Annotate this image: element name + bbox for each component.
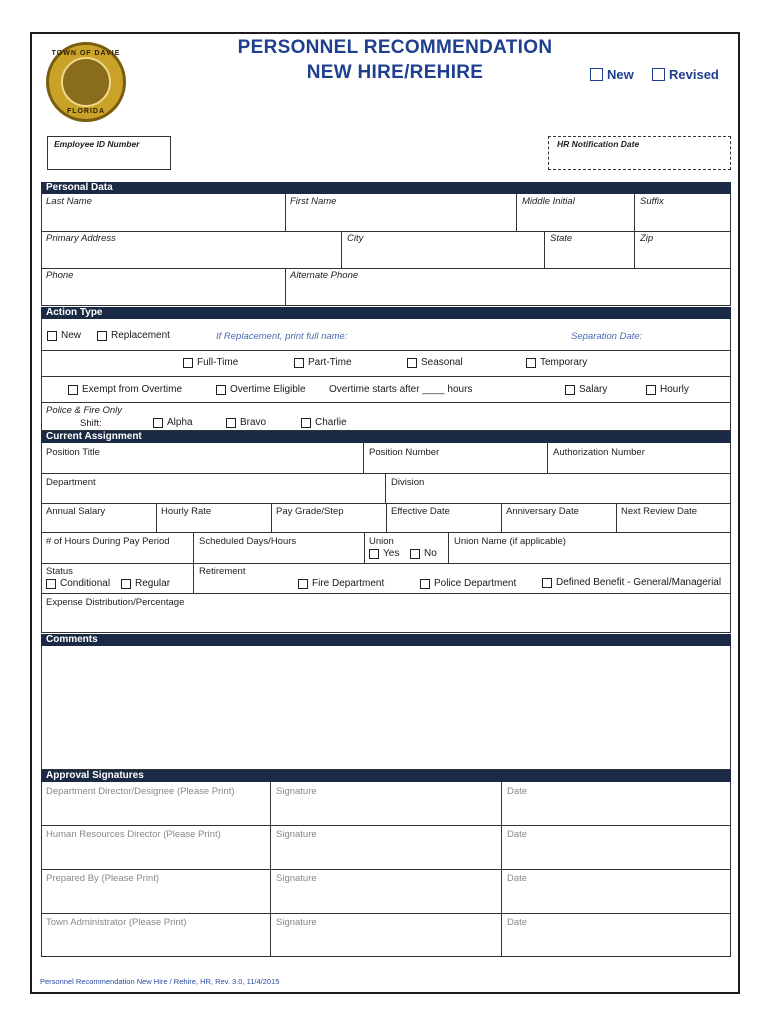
action-new-option[interactable]: New [47,330,81,341]
action-replacement-option[interactable]: Replacement [97,330,170,341]
seasonal-option[interactable]: Seasonal [407,357,463,368]
police-department-option[interactable]: Police Department [420,578,516,589]
hourly-option[interactable]: Hourly [646,384,689,395]
defined-benefit-option[interactable]: Defined Benefit - General/Managerial [542,577,721,588]
conditional-checkbox[interactable] [46,579,56,589]
logo-top-text: TOWN OF DAVIE [51,50,121,57]
replacement-name-label: If Replacement, print full name: [216,331,348,342]
approval-row-name: Department Director/Designee (Please Print) [46,786,235,797]
revised-checkbox[interactable] [652,68,665,81]
alpha-checkbox[interactable] [153,418,163,428]
new-checkbox[interactable] [590,68,603,81]
town-seal-logo [46,42,126,122]
police-fire-label: Police & Fire Only [46,405,123,416]
personal-data-box [41,194,731,306]
position-number-label: Position Number [369,447,440,458]
union-no-option[interactable]: No [410,548,437,559]
approval-row-signature: Signature [276,917,317,928]
union-no-checkbox[interactable] [410,549,420,559]
regular-checkbox[interactable] [121,579,131,589]
department-label: Department [46,477,96,488]
scheduled-days-label: Scheduled Days/Hours [199,536,297,547]
separation-date-label: Separation Date: [571,331,643,342]
hourly-rate-label: Hourly Rate [161,506,212,517]
hours-pay-period-label: # of Hours During Pay Period [46,536,170,547]
action-replacement-checkbox[interactable] [97,331,107,341]
hr-notification-date-field[interactable] [548,136,731,170]
revised-label: Revised [669,67,719,82]
hr-date-label: HR Notification Date [557,139,640,149]
approval-row-name: Town Administrator (Please Print) [46,917,187,928]
union-yes-checkbox[interactable] [369,549,379,559]
charlie-checkbox[interactable] [301,418,311,428]
retirement-label: Retirement [199,566,246,577]
employee-id-label: Employee ID Number [54,139,140,149]
address-label: Primary Address [46,233,116,244]
logo-bottom-text: FLORIDA [66,108,106,115]
revised-checkbox-group[interactable] [652,67,719,82]
approval-row-name: Human Resources Director (Please Print) [46,829,221,840]
temporary-option[interactable]: Temporary [526,357,587,368]
full-time-checkbox[interactable] [183,358,193,368]
full-time-option[interactable]: Full-Time [183,357,238,368]
phone-label: Phone [46,270,74,281]
overtime-starts-label: Overtime starts after ____ hours [329,384,473,395]
status-label: Status [46,566,73,577]
next-review-date-label: Next Review Date [621,506,698,517]
state-label: State [550,233,573,244]
seasonal-checkbox[interactable] [407,358,417,368]
suffix-label: Suffix [640,196,664,207]
part-time-option[interactable]: Part-Time [294,357,352,368]
salary-checkbox[interactable] [565,385,575,395]
action-new-checkbox[interactable] [47,331,57,341]
new-checkbox-group[interactable] [590,67,634,82]
form-title: PERSONNEL RECOMMENDATION [237,37,553,58]
seal-emblem-icon [61,57,111,107]
pay-grade-label: Pay Grade/Step [276,506,344,517]
expense-distribution-label: Expense Distribution/Percentage [46,597,185,608]
annual-salary-label: Annual Salary [46,506,106,517]
approval-row-date: Date [507,873,528,884]
fire-dept-checkbox[interactable] [298,579,308,589]
action-type-header: Action Type [41,307,731,319]
zip-label: Zip [640,233,654,244]
shift-label: Shift: [80,418,102,429]
ot-eligible-checkbox[interactable] [216,385,226,395]
charlie-option[interactable]: Charlie [301,417,347,428]
approval-signatures-header: Approval Signatures [41,770,731,782]
personal-data-header: Personal Data [41,182,731,194]
last-name-label: Last Name [46,196,92,207]
overtime-eligible-option[interactable]: Overtime Eligible [216,384,306,395]
middle-initial-label: Middle Initial [522,196,575,207]
union-name-label: Union Name (if applicable) [454,536,566,547]
bravo-option[interactable]: Bravo [226,417,266,428]
approval-row-signature: Signature [276,873,317,884]
division-label: Division [391,477,425,488]
anniversary-date-label: Anniversary Date [506,506,579,517]
form-footer: Personnel Recommendation New Hire / Rehire, HR, Rev. 3.0, 11/4/2015 [40,977,280,986]
approval-row-date: Date [507,917,528,928]
hourly-checkbox[interactable] [646,385,656,395]
approval-row-signature: Signature [276,829,317,840]
form-subtitle: NEW HIRE/REHIRE [306,62,484,83]
approval-row-date: Date [507,786,528,797]
authorization-number-label: Authorization Number [553,447,645,458]
new-label: New [607,67,634,82]
approval-row-signature: Signature [276,786,317,797]
current-assignment-header: Current Assignment [41,431,731,443]
alt-phone-label: Alternate Phone [290,270,359,281]
salary-option[interactable]: Salary [565,384,607,395]
union-yes-option[interactable]: Yes [369,548,399,559]
police-dept-checkbox[interactable] [420,579,430,589]
comments-area[interactable] [41,646,731,770]
employee-id-field[interactable] [47,136,171,170]
city-label: City [347,233,364,244]
first-name-label: First Name [290,196,337,207]
bravo-checkbox[interactable] [226,418,236,428]
defined-benefit-checkbox[interactable] [542,578,552,588]
fire-department-option[interactable]: Fire Department [298,578,384,589]
approval-row-date: Date [507,829,528,840]
exempt-checkbox[interactable] [68,385,78,395]
approval-row-name: Prepared By (Please Print) [46,873,159,884]
alpha-option[interactable]: Alpha [153,417,193,428]
conditional-option[interactable]: Conditional [46,578,110,589]
position-title-label: Position Title [46,447,100,458]
regular-option[interactable]: Regular [121,578,170,589]
exempt-overtime-option[interactable]: Exempt from Overtime [68,384,182,395]
effective-date-label: Effective Date [391,506,450,517]
comments-header: Comments [41,634,731,646]
temporary-checkbox[interactable] [526,358,536,368]
union-label: Union [369,536,394,547]
part-time-checkbox[interactable] [294,358,304,368]
